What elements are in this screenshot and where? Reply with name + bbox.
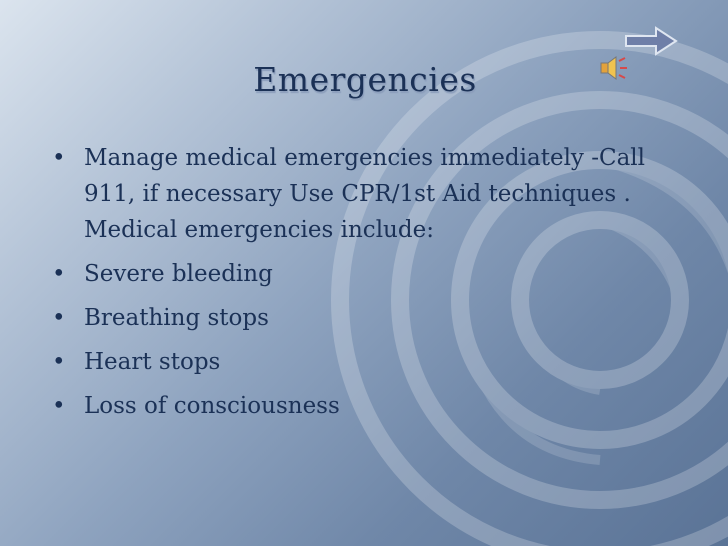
slide-title: Emergencies — [253, 60, 477, 99]
bullet-item — [52, 388, 682, 424]
bullet-marker: • — [52, 145, 66, 171]
bullet-item — [52, 344, 682, 380]
next-slide-button[interactable] — [624, 26, 678, 56]
bullet-text: Loss of consciousness — [84, 393, 340, 419]
speaker-icon — [601, 57, 627, 79]
arrow-right-icon — [626, 28, 676, 54]
bullet-text: Severe bleeding — [84, 261, 273, 287]
bullet-text: Heart stops — [84, 349, 221, 375]
bullet-marker: • — [52, 261, 66, 287]
bullet-item — [52, 300, 682, 336]
bullet-item — [52, 256, 682, 292]
bullet-marker: • — [52, 349, 66, 375]
sound-button[interactable] — [598, 54, 628, 82]
bullet-text: Manage medical emergencies immediately -Call 911, if necessary Use CPR/1st Aid techniques . Medical emergencies include: — [84, 145, 646, 243]
bullet-marker: • — [52, 393, 66, 419]
bullet-marker: • — [52, 305, 66, 331]
bullet-text: Breathing stops — [84, 305, 269, 331]
bullet-item — [52, 140, 682, 248]
bullet-list — [52, 140, 682, 432]
